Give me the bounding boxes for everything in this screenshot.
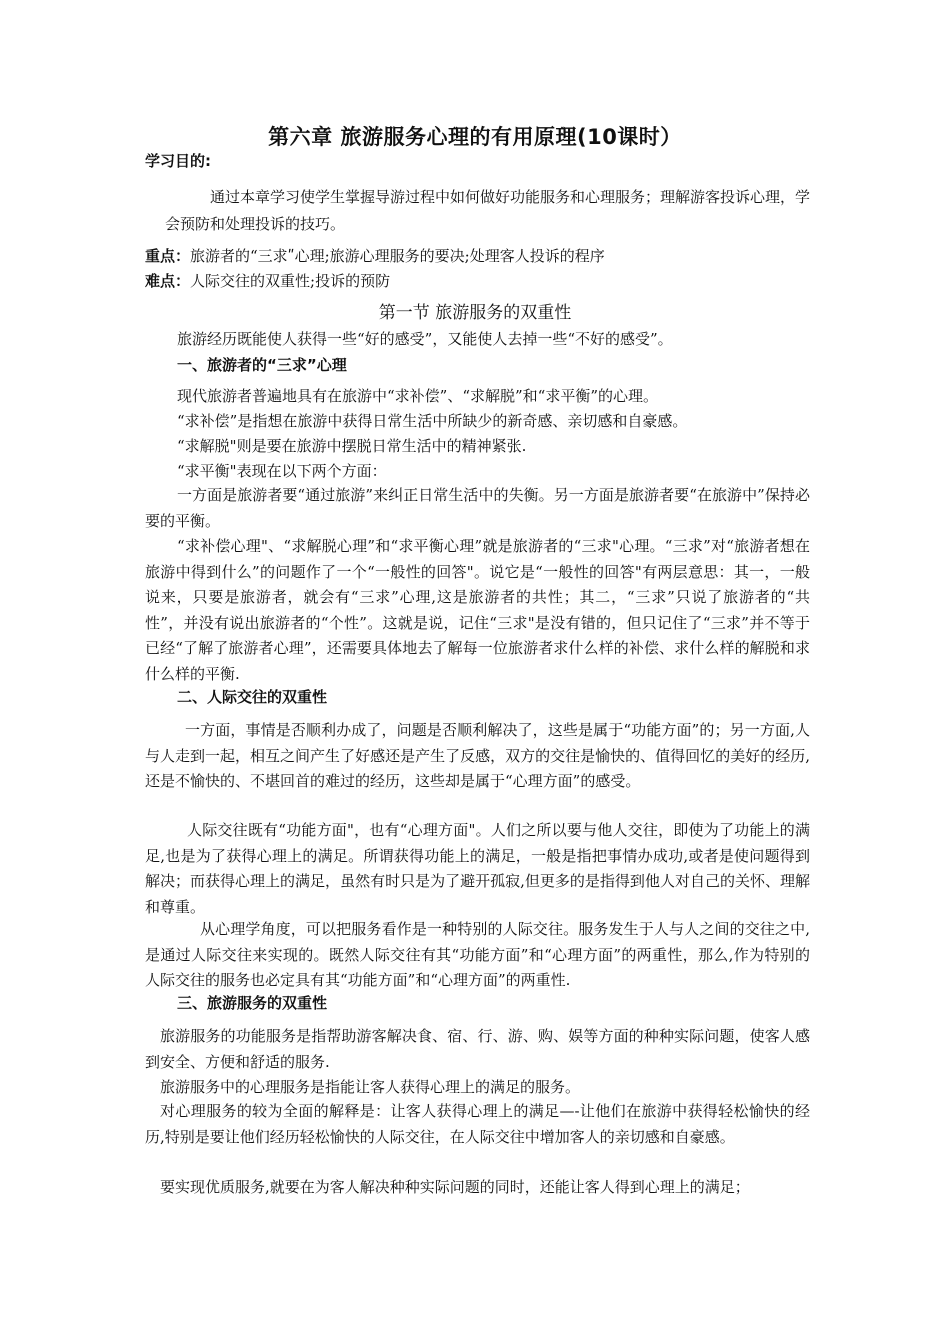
- paragraph-3: “求解脱"则是要在旅游中摆脱日常生活中的精神紧张.: [177, 437, 527, 455]
- difficulty-points: [145, 271, 390, 291]
- paragraph-10: 旅游服务的功能服务是指帮助游客解决食、宿、行、游、购、娱等方面的种种实际问题，使客人感到安全、方便和舒适的服务.: [145, 1027, 810, 1071]
- difficulty-label: 难点：: [145, 272, 191, 290]
- paragraph-1: 现代旅游者普遍地具有在旅游中“求补偿”、“求解脱”和“求平衡”的心理。: [177, 387, 659, 405]
- objective-label: 学习目的:: [145, 152, 211, 170]
- intro-text: 旅游经历既能使人获得一些“好的感受”，又能使人去掉一些“不好的感受”。: [177, 330, 673, 348]
- heading-1: 一、旅游者的“三求”心理: [177, 356, 347, 374]
- chapter-title: 第六章 旅游服务心理的有用原理(10课时）: [268, 125, 682, 149]
- paragraph-12: 对心理服务的较为全面的解释是：让客人获得心理上的满足—-让他们在旅游中获得轻松愉快的经历,特别是要让他们经历轻松愉快的人际交往，在人际交往中增加客人的亲切感和自豪感。: [145, 1102, 810, 1146]
- paragraph-8: 人际交往既有“功能方面"，也有“心理方面"。人们之所以要与他人交往，即使为了功能上的满足,也是为了获得心理上的满足。所谓获得功能上的满足，一般是指把事情办成功,或者是使问题得到解决；而获得心理上的满足，虽然有时只是为了避开孤寂,但更多的是指得到他人对自己的关怀、理解和尊重。: [145, 821, 810, 916]
- heading-3: 三、旅游服务的双重性: [177, 994, 328, 1012]
- paragraph-7: 一方面，事情是否顺利办成了，问题是否顺利解决了，这些是属于“功能方面”的；另一方面,人与人走到一起，相互之间产生了好感还是产生了反感，双方的交往是愉快的、值得回忆的美好的经历,还是不愉快的、不堪回首的难过的经历，这些却是属于“心理方面”的感受。: [145, 721, 810, 790]
- paragraph-13: 要实现优质服务,就要在为客人解决种种实际问题的同时，还能让客人得到心理上的满足；: [160, 1178, 750, 1196]
- paragraph-6: “求补偿心理"、“求解脱心理”和“求平衡心理”就是旅游者的“三求"心理。“三求”对“旅游者想在旅游中得到什么”的问题作了一个“一般性的回答"。说它是“一般性的回答"有两层意思：其一，一般说来，只要是旅游者，就会有“三求”心理,这是旅游者的共性；其二，“三求”只说了旅游者的“共性”，并没有说出旅游者的“个性”。这就是说，记住“三求"是没有错的，但只记住了“三求”并不等于已经“了解了旅游者心理”，还需要具体地去了解每一位旅游者求什么样的补偿、求什么样的解脱和求什么样的平衡.: [145, 537, 810, 683]
- heading-2: 二、人际交往的双重性: [177, 688, 328, 706]
- paragraph-2: “求补偿”是指想在旅游中获得日常生活中所缺少的新奇感、亲切感和自豪感。: [177, 412, 688, 430]
- section-title: 第一节 旅游服务的双重性: [378, 303, 572, 323]
- paragraph-9: 从心理学角度，可以把服务看作是一种特别的人际交往。服务发生于人与人之间的交往之中,是通过人际交往来实现的。既然人际交往有其“功能方面”和“心理方面”的两重性，那么,作为特别的人际交往的服务也必定具有其“功能方面”和“心理方面”的两重性.: [145, 920, 810, 989]
- difficulty-text: 人际交往的双重性;投诉的预防: [190, 272, 391, 290]
- key-text: 旅游者的“三求ʺ心理;旅游心理服务的要决;处理客人投诉的程序: [190, 247, 605, 265]
- key-points: [145, 246, 605, 266]
- objective-paragraph: 通过本章学习使学生掌握导游过程中如何做好功能服务和心理服务；理解游客投诉心理，学会预防和处理投诉的技巧。: [165, 188, 811, 233]
- paragraph-4: “求平衡"表现在以下两个方面：: [177, 462, 387, 480]
- key-label: 重点：: [145, 247, 191, 265]
- paragraph-5: 一方面是旅游者要“通过旅游”来纠正日常生活中的失衡。另一方面是旅游者要“在旅游中”保持必要的平衡。: [145, 486, 810, 530]
- paragraph-11: 旅游服务中的心理服务是指能让客人获得心理上的满足的服务。: [160, 1078, 581, 1096]
